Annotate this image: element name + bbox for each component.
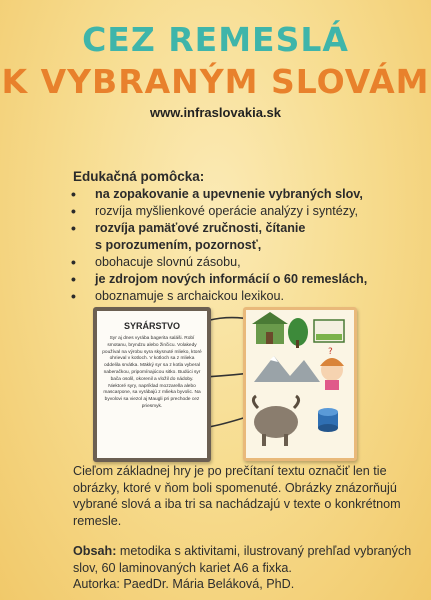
feature-item: • je zdrojom nových informácií o 60 remeslách, bbox=[73, 271, 423, 288]
svg-text:?: ? bbox=[328, 347, 333, 357]
contents-label: Obsah: bbox=[73, 544, 117, 558]
picture-card-illustrations bbox=[246, 310, 354, 458]
story-card-text: Syr aj dnes vyrába bagerita saláši. Robí smotanu, bryndzu alebo žinčicu. Volakedy používal na výrobu syra skysnuté mlieko, ktoré ohrieval v kotloch. V kotloch sa z mlieka oddelila srvátka. Mäkký syr sa z kotla vyberal naberačkou, pripomínajúcou sitko. Budúci syr bača osolil, okorenil a vložil do nádoby. Niektoré syry, napríklad mozzarella alebo mascarpone, sa vyrábajú z mlieka byvolic. Na byvolovi sa viezol aj Maugli pri prechode cez priesmyk. bbox=[102, 336, 202, 409]
picture-card bbox=[243, 307, 357, 461]
plant-illustration bbox=[288, 318, 308, 348]
feature-item: • obohacuje slovnú zásobu, bbox=[73, 254, 423, 271]
hut-illustration bbox=[252, 312, 288, 344]
features-section bbox=[73, 169, 423, 305]
story-card-title: SYRÁRSTVO bbox=[123, 321, 180, 331]
description-paragraph: Cieľom základnej hry je po prečítaní textu označiť len tie obrázky, ktoré v ňom boli spomenuté. Obrázky znázorňujú vybrané slová a iba tri sa nachádzajú v texte o konkrétnom remesle. bbox=[73, 464, 401, 528]
website-url: www.infraslovakia.sk bbox=[149, 105, 282, 120]
contents-paragraph bbox=[73, 543, 423, 593]
girl-illustration bbox=[320, 347, 344, 390]
tub-illustration bbox=[318, 408, 338, 432]
features-title: Edukačná pomôcka: bbox=[73, 169, 205, 184]
contents-text: metodika s aktivitami, ilustrovaný prehľad vybraných slov, 60 laminovaných kariet A6 a fixka. bbox=[73, 544, 412, 575]
feature-item: • na zopakovanie a upevnenie vybraných slov, bbox=[73, 186, 423, 203]
feature-item: • rozvíja myšlienkové operácie analýzy i syntézy, bbox=[73, 203, 423, 220]
buffalo-illustration bbox=[253, 396, 298, 446]
author-line: Autorka: PaedDr. Mária Beláková, PhD. bbox=[73, 577, 295, 591]
title-line-2: K VYBRANÝM SLOVÁM bbox=[1, 62, 430, 101]
feature-item: • rozvíja pamäťové zručnosti, čítanie bbox=[73, 220, 423, 237]
cheese-box-illustration bbox=[314, 320, 344, 342]
feature-item: s porozumením, pozornosť, bbox=[95, 238, 262, 252]
title-line-1: CEZ REMESLÁ bbox=[82, 20, 349, 59]
mountains-illustration bbox=[254, 356, 320, 382]
story-card bbox=[93, 307, 211, 462]
features-list bbox=[73, 186, 423, 305]
feature-item: • oboznamuje s archaickou lexikou. bbox=[73, 288, 423, 305]
